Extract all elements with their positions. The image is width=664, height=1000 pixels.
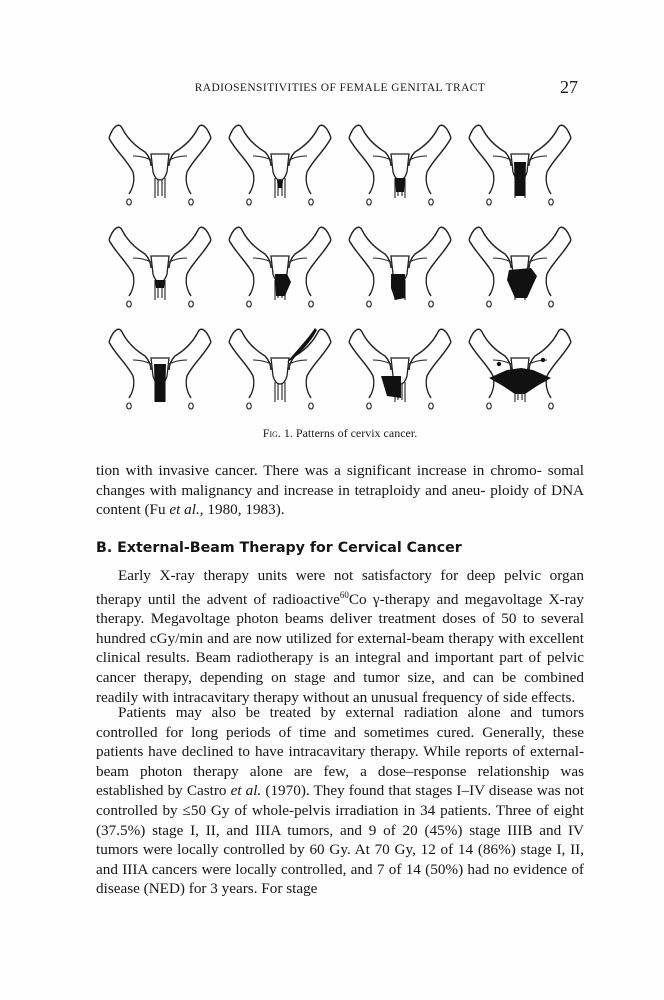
para1-line2: somal changes with malignancy and increase in tetraploidy and aneu- xyxy=(96,462,584,499)
para3-text: Patients may also be treated by external radiation alone and tumors controlled for long periods of time and sometimes cured. Generally, these patients have declined to have intracavitary therapy. While reports of external-beam photon therapy alone are few, a dose–response relationship was established by Castro xyxy=(96,704,584,800)
diagram-4 xyxy=(469,125,571,205)
diagram-9 xyxy=(109,329,211,409)
paragraph-external-beam xyxy=(96,566,584,707)
diagram-10 xyxy=(229,328,331,409)
running-head: RADIOSENSITIVITIES OF FEMALE GENITAL TRACT xyxy=(194,82,486,94)
para2-rest: Co γ-therapy and megavoltage X-ray therapy. Megavoltage photon beams deliver treatment doses of 50 to several hundred cGy/min and are now utilized for external-beam therapy with excellent clinical results. Beam radiotherapy is an integral and important part of pelvic cancer therapy, depending on stage and tumor size, and can be combined readily with intracavitary therapy without an unusual frequency of side effects. xyxy=(96,590,584,706)
paragraph-external-alone xyxy=(96,703,584,899)
para1-text: ploidy of DNA content (Fu xyxy=(96,481,585,519)
para1-citation: , 1980, 1983). xyxy=(199,501,285,519)
diagram-12 xyxy=(469,329,571,409)
section-heading: B. External-Beam Therapy for Cervical Cancer xyxy=(96,540,462,556)
caption-text: Patterns of cervix cancer. xyxy=(295,426,418,440)
page-number: 27 xyxy=(560,77,578,97)
diagram-1 xyxy=(109,125,211,205)
diagram-7 xyxy=(349,227,451,307)
para1-line1: tion with invasive cancer. There was a significant increase in chromo- xyxy=(96,462,542,479)
diagram-11 xyxy=(349,329,451,409)
para2-text: Early X-ray therapy units were not satisfactory for deep pelvic organ therapy until the advent of radioactive xyxy=(96,567,584,608)
para1-etal: et al. xyxy=(169,501,200,519)
cervix-cancer-figure xyxy=(95,108,585,418)
diagram-3 xyxy=(349,125,451,205)
paragraph-continuation xyxy=(96,461,584,520)
para3-etal: et al. xyxy=(230,782,262,800)
diagram-5 xyxy=(109,227,211,307)
diagram-6 xyxy=(229,227,331,307)
isotope-superscript: 60 xyxy=(339,589,349,600)
caption-label: Fig. 1. xyxy=(262,426,293,440)
para3-rest: (1970). They found that stages I–IV disease was not controlled by ≤50 Gy of whole-pelvis irradiation in 34 patients. Three of eight (37.5%) stage I, II, and IIIA tumors, and 9 of 20 (45%) stage IIIB and IV tumors were locally controlled by 60 Gy. At 70 Gy, 12 of 14 (86%) stage I, II, and IIIA cancers were locally controlled, and 7 of 14 (50%) had no evidence of disease (NED) for 3 years. For stage xyxy=(96,782,584,898)
figure-caption xyxy=(95,426,585,441)
diagram-8 xyxy=(469,227,571,307)
diagram-2 xyxy=(229,125,331,205)
